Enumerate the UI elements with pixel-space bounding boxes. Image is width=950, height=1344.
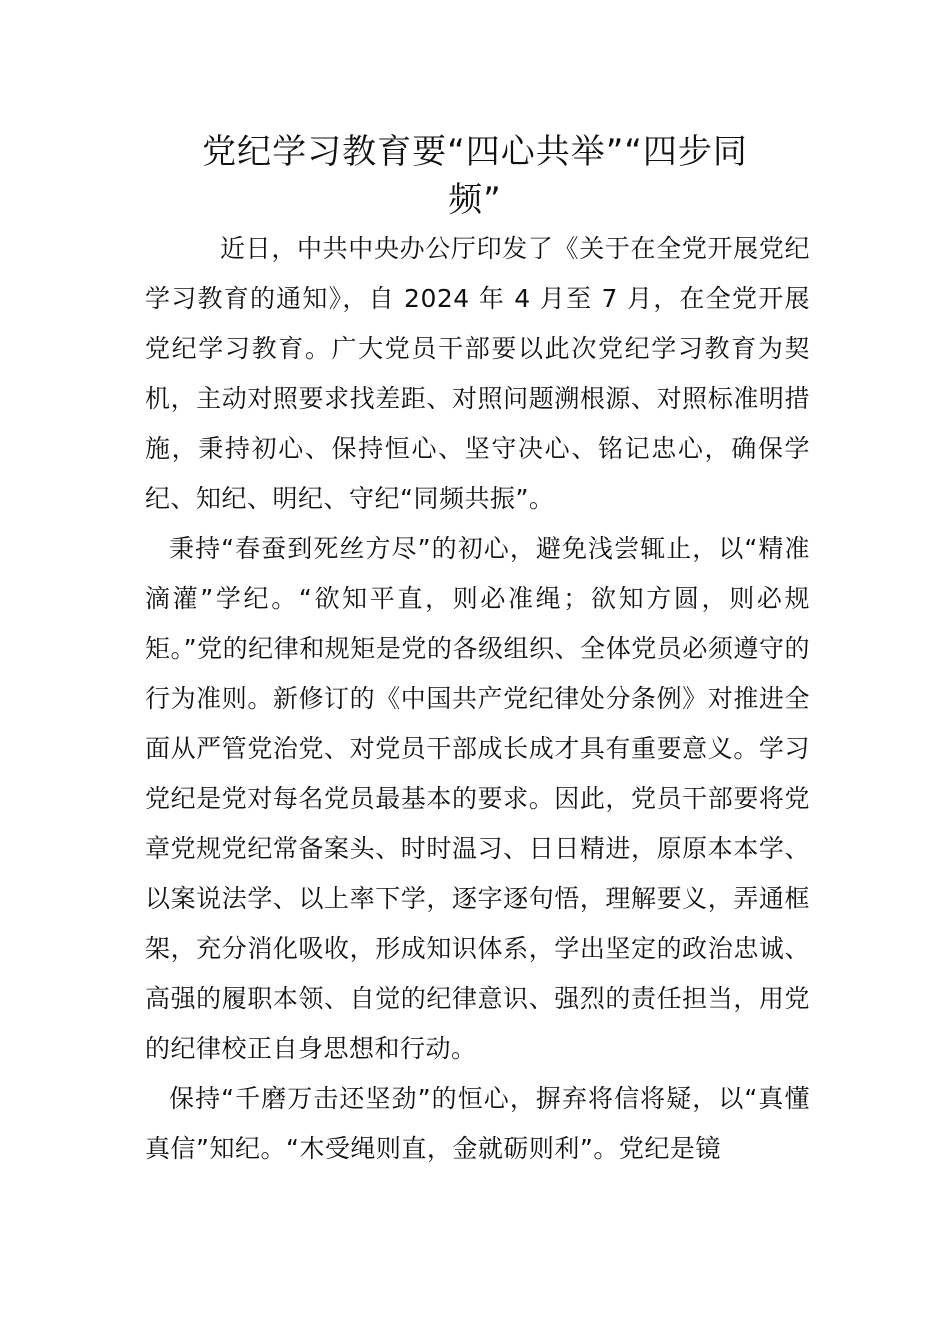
document-title-line-1: 党纪学习教育要“四心共举”“四步同 (202, 132, 748, 172)
paragraph-learn-discipline: 秉持“春蚕到死丝方尽”的初心，避免浅尝辄止，以“精准滴灌”学纪。“欲知平直，则必准绳；欲知方圆，则必规矩。”党的纪律和规矩是党的各级组织、全体党员必须遵守的行为准则。新修订的《中国共产党纪律处分条例》对推进全面从严管党治党、对党员干部成长成才具有重要意义。学习党纪是党对每名党员最基本的要求。因此，党员干部要将党章党规党纪常备案头、时时温习、日日精进，原原本本学、以案说法学、以上率下学，逐字逐句悟，理解要义，弄通框架，充分消化吸收，形成知识体系，学出坚定的政治忠诚、高强的履职本领、自觉的纪律意识、强烈的责任担当，用党的纪律校正自身思想和行动。 (145, 534, 810, 1063)
document-body (145, 224, 810, 1174)
paragraph-know-discipline: 保持“千磨万击还坚劲”的恒心，摒弃将信将疑，以“真懂真信”知纪。“木受绳则直，金就砺则利”。党纪是镜 (145, 1084, 810, 1163)
paragraph-intro: 近日，中共中央办公厅印发了《关于在全党开展党纪学习教育的通知》，自 2024 年 4 月至 7 月，在全党开展党纪学习教育。广大党员干部要以此次党纪学习教育为契机，主动对照要求找差距、对照问题溯根源、对照标准明措施，秉持初心、保持恒心、坚守决心、铭记忠心，确保学纪、知纪、明纪、守纪“同频共振”。 (145, 234, 810, 513)
document-title-line-2: 频” (448, 180, 502, 220)
document-title (140, 128, 810, 224)
